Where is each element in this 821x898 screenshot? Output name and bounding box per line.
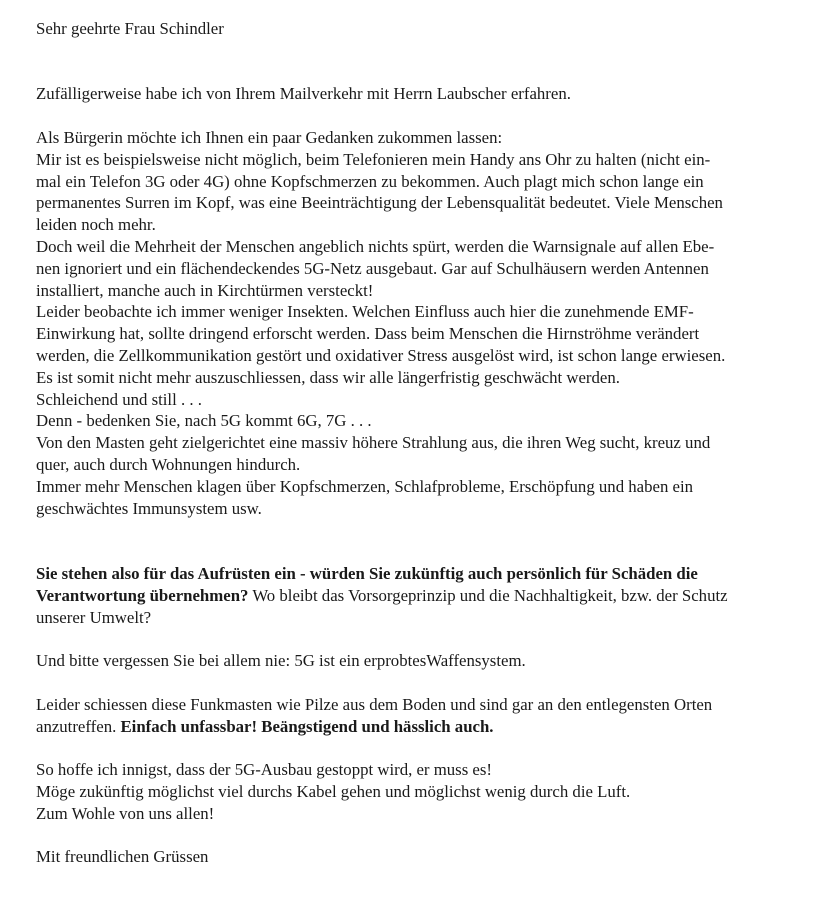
- body-line: nen ignoriert und ein flächendeckendes 5G-Netz ausgebaut. Gar auf Schulhäusern werden Antennen: [36, 258, 709, 278]
- question-line: unserer Umwelt?: [36, 607, 152, 627]
- closing-line: Zum Wohle von uns allen!: [36, 803, 215, 823]
- body-line: permanentes Surren im Kopf, was eine Beeinträchtigung der Lebensqualität bedeutet. Viele Menschen: [36, 193, 723, 213]
- signoff: Mit freundlichen Grüssen: [36, 847, 209, 867]
- masts-text: anzutreffen.: [36, 716, 121, 736]
- closing-line: Möge zukünftig möglichst viel durchs Kabel gehen und möglichst wenig durch die Luft.: [36, 781, 631, 801]
- body-line: Doch weil die Mehrheit der Menschen angeblich nichts spürt, werden die Warnsignale auf allen Ebe-: [36, 236, 715, 256]
- body-line: Denn - bedenken Sie, nach 5G kommt 6G, 7G . . .: [36, 411, 372, 431]
- masts-paragraph: [36, 694, 796, 738]
- body-line: werden, die Zellkommunikation gestört und oxidativer Stress ausgelöst wird, ist schon lange erwiesen.: [36, 345, 726, 365]
- body-line: Schleichend und still . . .: [36, 389, 202, 409]
- reminder-paragraph: Und bitte vergessen Sie bei allem nie: 5G ist ein erprobtesWaffensystem.: [36, 651, 526, 671]
- salutation: Sehr geehrte Frau Schindler: [36, 19, 224, 38]
- closing-paragraph: [36, 759, 796, 824]
- body-line: Immer mehr Menschen klagen über Kopfschmerzen, Schlafprobleme, Erschöpfung und haben ein: [36, 476, 694, 496]
- question-line: [36, 585, 796, 607]
- body-line: installiert, manche auch in Kirchtürmen versteckt!: [36, 280, 374, 300]
- body-line: Von den Masten geht zielgerichtet eine massiv höhere Strahlung aus, die ihren Weg sucht, kreuz und: [36, 433, 711, 453]
- body-line: Einwirkung hat, sollte dringend erforscht werden. Dass beim Menschen die Hirnströhme verändert: [36, 324, 700, 344]
- closing-line: So hoffe ich innigst, dass der 5G-Ausbau gestoppt wird, er muss es!: [36, 760, 492, 780]
- body-line: quer, auch durch Wohnungen hindurch.: [36, 454, 301, 474]
- body-line: Es ist somit nicht mehr auszuschliessen, dass wir alle längerfristig geschwächt werden.: [36, 367, 620, 387]
- masts-bold-text: Einfach unfassbar! Beängstigend und hässlich auch.: [120, 716, 494, 736]
- spacer: [36, 105, 796, 127]
- body-line: leiden noch mehr.: [36, 215, 156, 235]
- masts-line: Leider schiessen diese Funkmasten wie Pilze aus dem Boden und sind gar an den entlegensten Orten: [36, 694, 713, 714]
- spacer: [36, 824, 796, 846]
- intro-paragraph: Zufälligerweise habe ich von Ihrem Mailverkehr mit Herrn Laubscher erfahren.: [36, 84, 571, 104]
- spacer: [36, 737, 796, 759]
- question-bold-text: Verantwortung übernehmen?: [36, 585, 249, 605]
- letter-page: [36, 18, 796, 868]
- body-line: Mir ist es beispielsweise nicht möglich, beim Telefonieren mein Handy ans Ohr zu halten (nicht ein-: [36, 149, 711, 169]
- spacer: [36, 628, 796, 650]
- masts-line: [36, 716, 796, 738]
- spacer: [36, 519, 796, 563]
- body-line: Als Bürgerin möchte ich Ihnen ein paar Gedanken zukommen lassen:: [36, 127, 503, 147]
- body-line: Leider beobachte ich immer weniger Insekten. Welchen Einfluss auch hier die zunehmende EMF-: [36, 302, 694, 322]
- question-line: [36, 563, 796, 585]
- body-paragraph: [36, 127, 796, 519]
- question-paragraph: [36, 563, 796, 628]
- body-line: geschwächtes Immunsystem usw.: [36, 498, 262, 518]
- spacer: [36, 40, 796, 84]
- question-text: Wo bleibt das Vorsorgeprinzip und die Nachhaltigkeit, bzw. der Schutz: [248, 585, 728, 605]
- question-bold-text: Sie stehen also für das Aufrüsten ein - würden Sie zukünftig auch persönlich für Schäden die: [36, 563, 698, 583]
- body-line: mal ein Telefon 3G oder 4G) ohne Kopfschmerzen zu bekommen. Auch plagt mich schon lange ein: [36, 171, 704, 191]
- spacer: [36, 672, 796, 694]
